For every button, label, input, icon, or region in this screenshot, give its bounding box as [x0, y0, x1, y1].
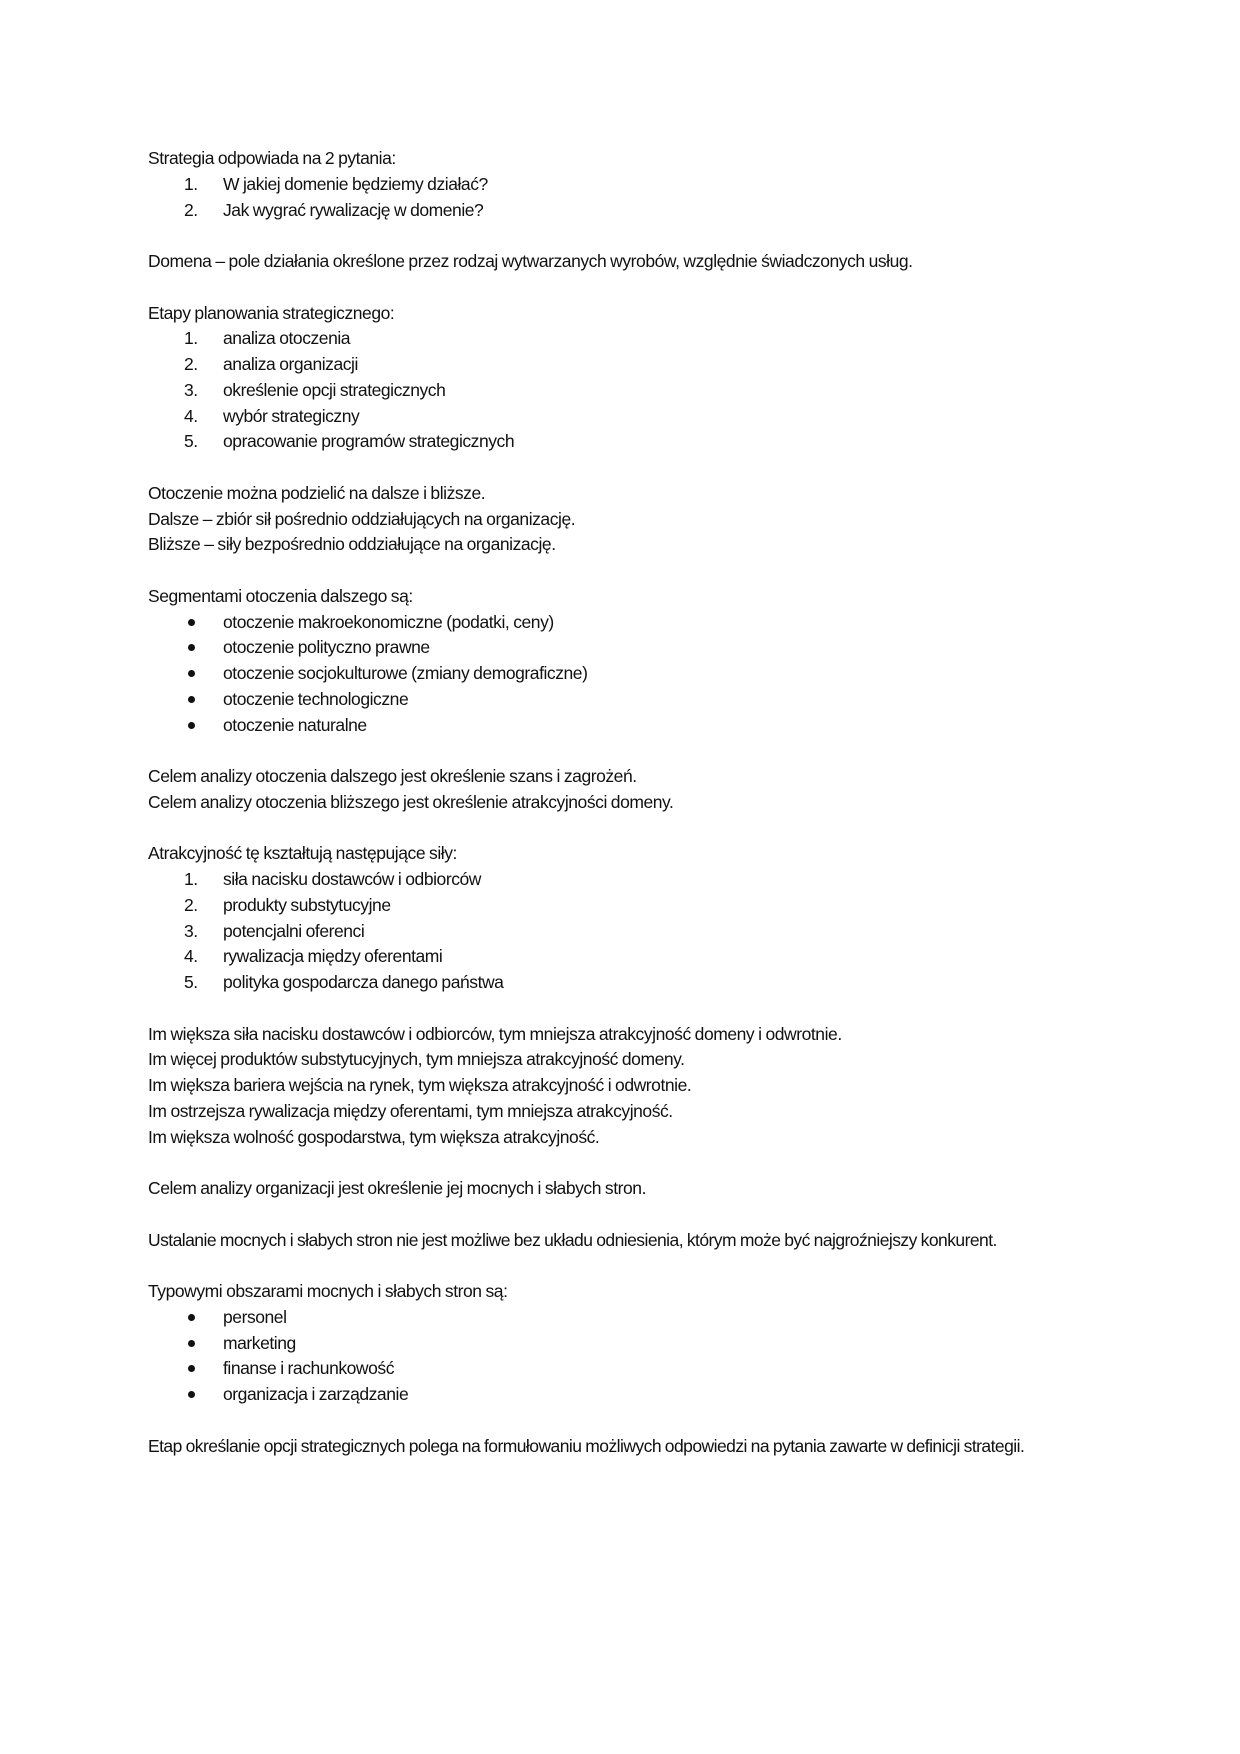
list-item: 1. analiza otoczenia: [148, 326, 1092, 352]
list-item: otoczenie polityczno prawne: [148, 635, 1092, 661]
list-number: 2.: [184, 354, 198, 374]
list-number: 2.: [184, 894, 198, 915]
list-number: 2.: [184, 199, 198, 220]
bullet-icon: [188, 722, 195, 729]
bullet-icon: [188, 619, 195, 626]
segments-list: [148, 610, 1092, 739]
bullet-icon: [188, 1365, 195, 1372]
list-number: 1.: [184, 173, 198, 194]
areas-heading: Typowymi obszarami mocnych i słabych stron są:: [148, 1281, 508, 1301]
strategy-questions-list: [148, 172, 1092, 224]
document-page: [148, 146, 1092, 1485]
list-number: 5.: [184, 431, 198, 452]
list-item: 5. polityka gospodarcza danego państwa: [148, 970, 1092, 996]
list-item: 2. analiza organizacji: [148, 352, 1092, 378]
list-number: 4.: [184, 405, 198, 426]
relations-paragraph: Im większa siła nacisku dostawców i odbiorców, tym mniejsza atrakcyjność domeny i odwrotnie. Im więcej produktów substytucyjnych, tym mniejsza atrakcyjność domeny. Im większa bariera wejścia na rynek, tym większa atrakcyjność i odwrotnie. Im ostrzejsza rywalizacja między oferentami, tym mniejsza atrakcyjność. Im większa wolność gospodarstwa, tym większa atrakcyjność.: [148, 1023, 842, 1147]
domain-definition: Domena – pole działania określone przez rodzaj wytwarzanych wyrobów, względnie świadczonych usług.: [148, 251, 913, 271]
bullet-icon: [188, 1340, 195, 1347]
bullet-icon: [188, 644, 195, 651]
list-number: 4.: [184, 946, 198, 967]
list-item: organizacja i zarządzanie: [148, 1382, 1092, 1408]
options-stage-paragraph: Etap określanie opcji strategicznych polega na formułowaniu możliwych odpowiedzi na pytania zawarte w definicji strategii.: [148, 1435, 1025, 1456]
list-item: 1. siła nacisku dostawców i odbiorców: [148, 867, 1092, 893]
planning-stages-list: [148, 326, 1092, 455]
list-number: 1.: [184, 869, 198, 889]
list-number: 3.: [184, 920, 198, 941]
list-item: 4. rywalizacja między oferentami: [148, 944, 1092, 970]
areas-list: [148, 1305, 1092, 1408]
list-item: otoczenie makroekonomiczne (podatki, ceny): [148, 610, 1092, 636]
forces-heading: Atrakcyjność tę kształtują następujące siły:: [148, 843, 457, 864]
forces-list: [148, 867, 1092, 996]
planning-stages-heading: Etapy planowania strategicznego:: [148, 302, 395, 323]
list-number: 5.: [184, 972, 198, 992]
list-item: 5. opracowanie programów strategicznych: [148, 429, 1092, 455]
bullet-icon: [188, 696, 195, 703]
list-item: 2. produkty substytucyjne: [148, 893, 1092, 919]
list-item: otoczenie socjokulturowe (zmiany demograficzne): [148, 661, 1092, 687]
list-item: otoczenie technologiczne: [148, 687, 1092, 713]
analysis-goals-paragraph: Celem analizy otoczenia dalszego jest określenie szans i zagrożeń. Celem analizy otoczenia bliższego jest określenie atrakcyjności domeny.: [148, 766, 674, 812]
bullet-icon: [188, 1314, 195, 1321]
list-item: personel: [148, 1305, 1092, 1331]
list-item: marketing: [148, 1331, 1092, 1357]
bullet-icon: [188, 1391, 195, 1398]
segments-heading: Segmentami otoczenia dalszego są:: [148, 585, 413, 606]
strategy-heading: Strategia odpowiada na 2 pytania:: [148, 148, 396, 168]
bullet-icon: [188, 670, 195, 677]
list-item: 1. W jakiej domenie będziemy działać?: [148, 172, 1092, 198]
list-item: 4. wybór strategiczny: [148, 404, 1092, 430]
organization-goal: Celem analizy organizacji jest określenie jej mocnych i słabych stron.: [148, 1178, 646, 1198]
list-item: 2. Jak wygrać rywalizację w domenie?: [148, 198, 1092, 224]
environment-paragraph: Otoczenie można podzielić na dalsze i bliższe. Dalsze – zbiór sił pośrednio oddziałujących na organizację. Bliższe – siły bezpośrednio oddziałujące na organizację.: [148, 482, 576, 555]
list-item: otoczenie naturalne: [148, 713, 1092, 739]
list-item: finanse i rachunkowość: [148, 1356, 1092, 1382]
list-number: 3.: [184, 379, 198, 400]
reference-paragraph: Ustalanie mocnych i słabych stron nie jest możliwe bez układu odniesienia, którym może być najgroźniejszy konkurent.: [148, 1229, 997, 1250]
list-number: 1.: [184, 328, 198, 349]
list-item: 3. określenie opcji strategicznych: [148, 378, 1092, 404]
list-item: 3. potencjalni oferenci: [148, 919, 1092, 945]
